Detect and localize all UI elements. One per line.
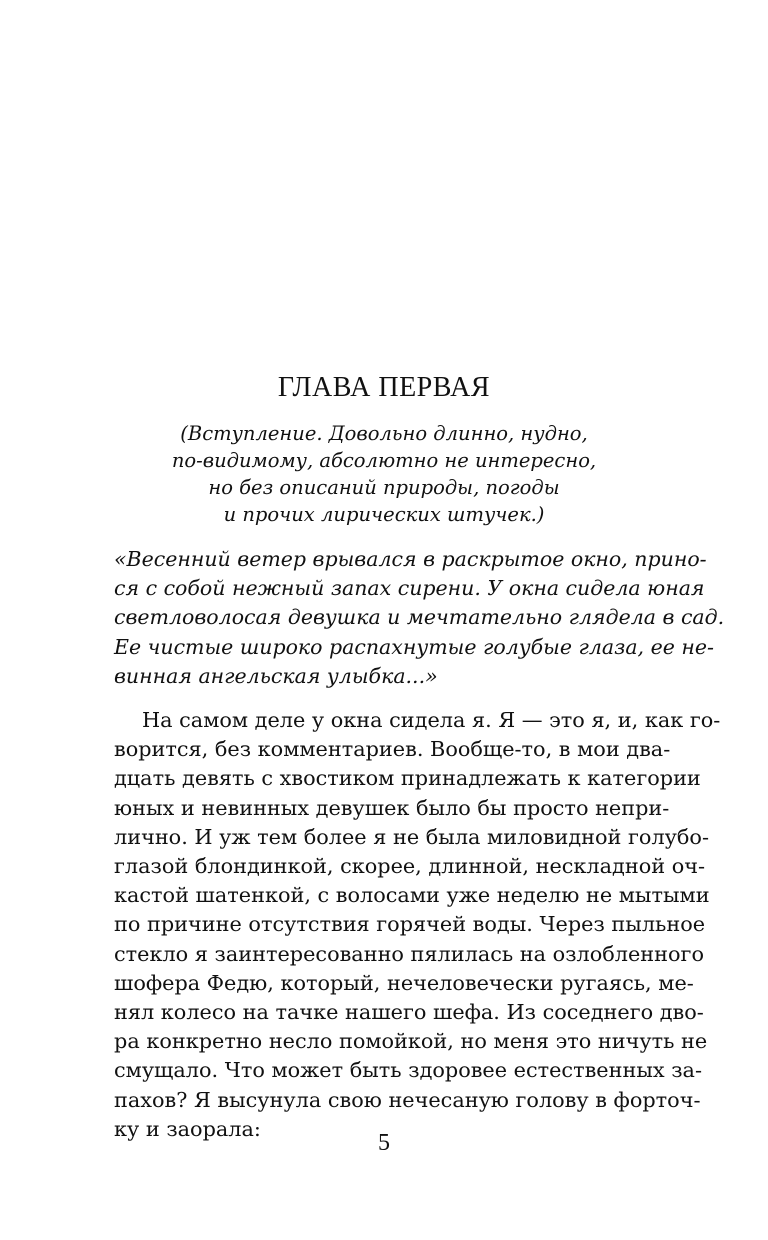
quote-line: ся с собой нежный запах сирени. У окна сидела юная bbox=[114, 576, 705, 601]
epigraph-line: и прочих лирических штучек.) bbox=[223, 503, 545, 526]
body-paragraph bbox=[114, 706, 721, 1144]
page-number: 5 bbox=[378, 1130, 390, 1156]
body-line: ку и заорала: bbox=[114, 1116, 261, 1141]
body-line: На самом деле у окна сидела я. Я — это я, и, как го- bbox=[142, 708, 721, 732]
body-line: шофера Федю, который, нечеловечески ругаясь, ме- bbox=[114, 970, 694, 995]
chapter-title: ГЛАВА ПЕРВАЯ bbox=[277, 372, 491, 403]
quote-line: винная ангельская улыбка...» bbox=[114, 663, 438, 688]
chapter-epigraph bbox=[0, 420, 768, 528]
body-line: ра конкретно несло помойкой, но меня это ничуть не bbox=[114, 1029, 708, 1054]
body-line: стекло я заинтересованно пялилась на озлобленного bbox=[114, 941, 704, 966]
body-line: юных и невинных девушек было бы просто непри- bbox=[114, 795, 670, 820]
body-line: кастой шатенкой, с волосами уже неделю не мытыми bbox=[114, 883, 710, 908]
opening-quote bbox=[114, 545, 725, 691]
body-line: лично. И уж тем более я не была миловидной голубо- bbox=[114, 824, 709, 849]
epigraph-line: по-видимому, абсолютно не интересно, bbox=[171, 449, 597, 472]
body-line: смущало. Что может быть здоровее естественных за- bbox=[114, 1058, 702, 1083]
body-line: глазой блондинкой, скорее, длинной, нескладной оч- bbox=[114, 854, 705, 879]
epigraph-line: но без описаний природы, погоды bbox=[208, 476, 560, 499]
quote-line: Ее чистые широко распахнутые голубые глаза, ее не- bbox=[114, 634, 714, 659]
body-line: нял колесо на тачке нашего шефа. Из соседнего дво- bbox=[114, 1000, 704, 1025]
quote-line: «Весенний ветер врывался в раскрытое окно, прино- bbox=[114, 547, 707, 571]
body-line: дцать девять с хвостиком принадлежать к категории bbox=[114, 766, 701, 791]
body-line: ворится, без комментариев. Вообще-то, в мои два- bbox=[114, 737, 671, 762]
body-line: пахов? Я высунула свою нечесаную голову в форточ- bbox=[114, 1087, 701, 1112]
epigraph-line: (Вступление. Довольно длинно, нудно, bbox=[180, 422, 588, 445]
body-line: по причине отсутствия горячей воды. Через пыльное bbox=[114, 912, 706, 937]
quote-line: светловолосая девушка и мечтательно глядела в сад. bbox=[114, 605, 725, 630]
